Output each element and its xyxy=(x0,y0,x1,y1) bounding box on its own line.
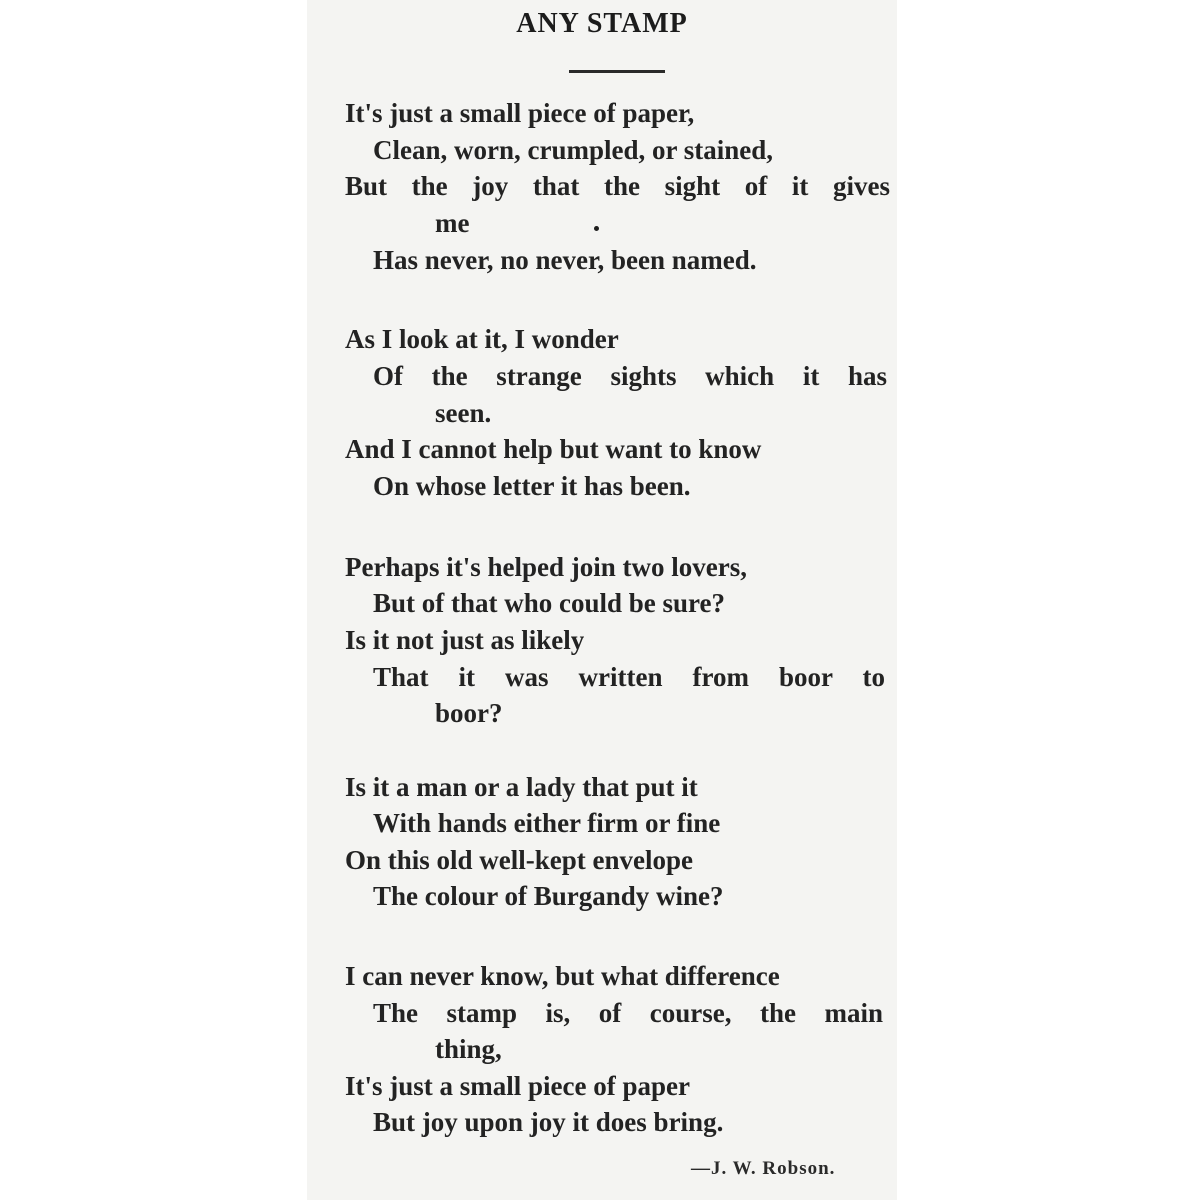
stanza-2-line-3: seen. xyxy=(435,398,492,428)
stanza-1-line-4: me xyxy=(435,208,470,238)
stanza-1-line-5: Has never, no never, been named. xyxy=(373,245,757,275)
stanza-1-line-3: But the joy that the sight of it gives xyxy=(345,171,890,201)
stanza-4-line-3: On this old well-kept envelope xyxy=(345,845,694,875)
stanza-5-line-2: The stamp is, of course, the main xyxy=(373,998,883,1028)
stanza-4-line-1: Is it a man or a lady that put it xyxy=(345,772,698,802)
author-attribution: —J. W. Robson. xyxy=(691,1158,836,1179)
stanza-5-line-3: thing, xyxy=(435,1034,502,1064)
poem-page xyxy=(307,0,897,1200)
stanza-1-line-1: It's just a small piece of paper, xyxy=(345,98,695,128)
stanza-3-line-3: Is it not just as likely xyxy=(345,625,585,655)
stanza-4-line-4: The colour of Burgandy wine? xyxy=(373,881,724,911)
stanza-2-line-2: Of the strange sights which it has xyxy=(373,361,887,391)
stanza-4-line-2: With hands either firm or fine xyxy=(373,808,721,838)
stanza-5-line-1: I can never know, but what difference xyxy=(345,961,780,991)
stanza-2-line-1: As I look at it, I wonder xyxy=(345,324,619,354)
stanza-3-line-2: But of that who could be sure? xyxy=(373,588,726,618)
stanza-1-line-2: Clean, worn, crumpled, or stained, xyxy=(373,135,774,165)
title-rule xyxy=(569,70,665,73)
stanza-2-line-5: On whose letter it has been. xyxy=(373,471,691,501)
stanza-2-line-4: And I cannot help but want to know xyxy=(345,434,762,464)
stanza-3-line-5: boor? xyxy=(435,698,503,728)
print-speck xyxy=(594,226,599,231)
stanza-5-line-5: But joy upon joy it does bring. xyxy=(373,1107,724,1137)
poem-title: ANY STAMP xyxy=(516,8,688,39)
stanza-3-line-1: Perhaps it's helped join two lovers, xyxy=(345,552,747,582)
stanza-3-line-4: That it was written from boor to xyxy=(373,662,885,692)
stanza-5-line-4: It's just a small piece of paper xyxy=(345,1071,690,1101)
